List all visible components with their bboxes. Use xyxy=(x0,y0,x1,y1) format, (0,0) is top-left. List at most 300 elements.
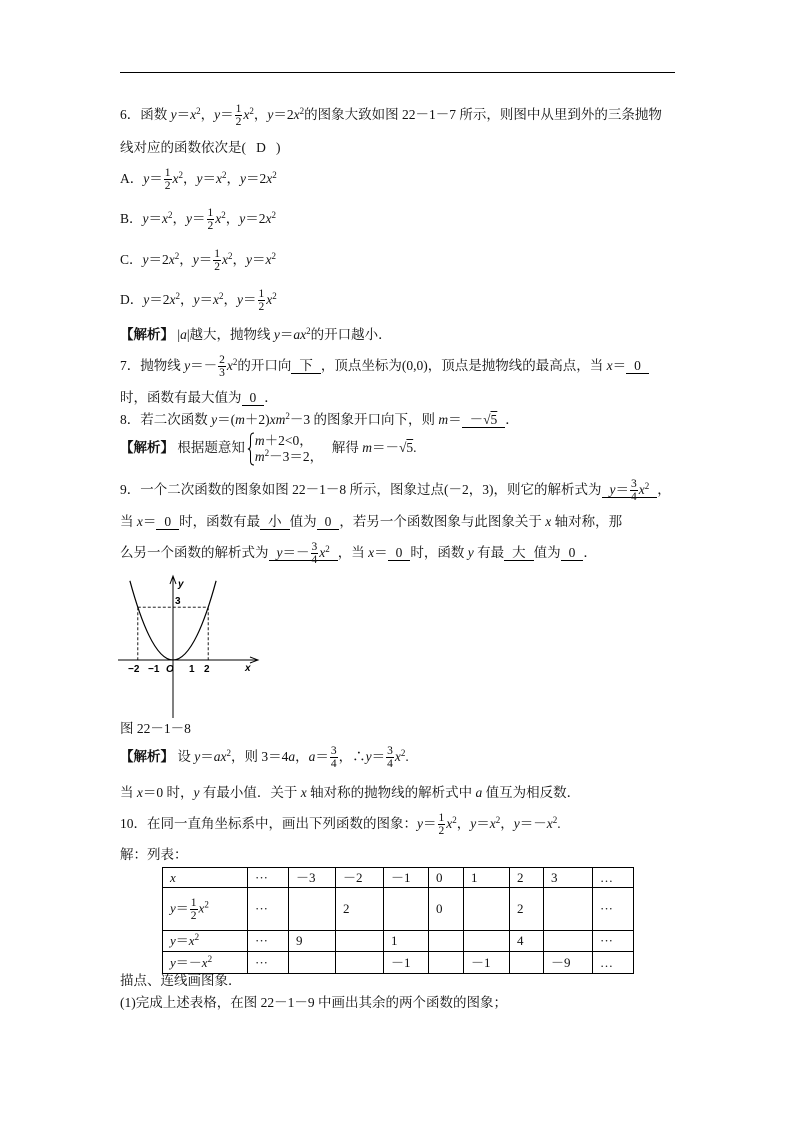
table-cell xyxy=(593,931,634,952)
exponent: 2 xyxy=(644,481,650,491)
text-run: ＝( xyxy=(217,412,236,427)
table-cell xyxy=(336,952,384,974)
text-run: 根据题意知 xyxy=(174,440,245,455)
math-variable: y xyxy=(470,816,477,831)
text-run: 7．抛物线 xyxy=(120,358,185,373)
question-9-line-3 xyxy=(120,539,597,567)
answer-blank xyxy=(242,390,265,406)
text-run: ＝ xyxy=(279,327,294,342)
text-run: 9．一个二次函数的图象如图 22－1－8 所示，图象过点(－2，3)，则它的解析式为 xyxy=(120,482,602,497)
text-run: 1 xyxy=(391,933,398,948)
math-variable: a xyxy=(475,785,483,800)
analysis-tag: 【解析】 xyxy=(120,440,174,455)
math-variable: x xyxy=(293,107,300,122)
table-cell xyxy=(593,952,634,974)
header-rule xyxy=(120,72,675,73)
fraction xyxy=(213,248,221,273)
text-run: －1 xyxy=(471,954,491,970)
x-tick-label: 2 xyxy=(204,664,210,675)
exponent: 2 xyxy=(299,106,305,116)
math-variable: x xyxy=(266,171,273,186)
system-row xyxy=(255,433,323,449)
question-6-stem-line-2 xyxy=(120,134,281,162)
text-run: ··· xyxy=(600,933,613,948)
text-run: 时，函数有最 xyxy=(179,514,261,529)
question-9-line-2 xyxy=(120,508,622,536)
text-run: 时，函数 xyxy=(410,545,468,560)
table-cell xyxy=(248,931,289,952)
exponent: 2 xyxy=(306,326,311,336)
table-row xyxy=(163,888,634,931)
question-10-part-1: (1)完成上述表格，在图 22－1－9 中画出其余的两个函数的图象； xyxy=(120,995,507,1010)
table-cell xyxy=(248,888,289,931)
exponent: 2 xyxy=(194,932,200,942)
math-variable: y xyxy=(170,107,177,122)
text-run: －2 xyxy=(343,869,363,885)
exponent: 2 xyxy=(221,210,226,220)
answer-blank xyxy=(269,541,338,567)
exponent: 2 xyxy=(249,106,254,116)
text-run: … xyxy=(600,869,613,885)
exponent: 2 xyxy=(452,815,457,825)
text-run: . xyxy=(413,440,417,455)
math-variable: y xyxy=(273,327,280,342)
radicand: 5 xyxy=(490,412,498,427)
text-run: 解得 xyxy=(325,440,363,455)
system-rows xyxy=(255,433,323,465)
text-run: 线对应的函数依次是( D ) xyxy=(120,140,281,155)
exponent: 2 xyxy=(178,170,183,180)
y-axis-label: y xyxy=(178,579,184,590)
math-variable: y xyxy=(239,211,246,226)
answer-blank xyxy=(561,545,584,561)
text-run: ＝ xyxy=(252,252,266,267)
math-variable: y xyxy=(467,545,474,560)
math-variable: y xyxy=(246,252,253,267)
text-run: ··· xyxy=(255,901,268,916)
text-run: ， xyxy=(657,482,671,497)
text-run: ， xyxy=(179,252,193,267)
table-cell xyxy=(384,931,429,952)
numerator: 1 xyxy=(164,167,171,180)
question-7-line-1 xyxy=(120,352,649,380)
math-variable: y xyxy=(143,292,150,307)
math-variable: x xyxy=(368,545,375,560)
text-run: －3 的图象开口向下，则 xyxy=(289,412,439,427)
math-variable: y xyxy=(211,412,218,427)
math-variable: y xyxy=(237,292,243,307)
question-8-analysis xyxy=(120,428,417,468)
text-run: ，当 xyxy=(337,545,369,560)
exponent: 2 xyxy=(495,815,501,825)
question-6-analysis xyxy=(120,321,392,349)
text-run: ， xyxy=(180,292,194,307)
math-variable: x xyxy=(265,211,272,226)
text-run: 有最小值．关于 xyxy=(199,785,301,800)
analysis-tag: 【解析】 xyxy=(120,327,174,342)
text-run: ＋2<0， xyxy=(264,432,313,448)
math-variable: y xyxy=(186,211,193,226)
text-run: ． xyxy=(505,412,519,427)
text-run: 的图象大致如图 22－1－7 所示，则图中从里到外的三条抛物 xyxy=(304,107,662,122)
table-cell xyxy=(593,868,634,888)
table-cell xyxy=(510,931,544,952)
exponent: 2 xyxy=(271,251,277,261)
text-run: ， xyxy=(232,252,247,267)
math-variable: y xyxy=(170,933,176,948)
table-cell xyxy=(544,868,593,888)
text-run: 10．在同一直角坐标系中，画出下列函数的图象： xyxy=(120,816,417,831)
denominator: 4 xyxy=(631,491,637,504)
text-run: 9 xyxy=(296,933,303,948)
x-axis-label: x xyxy=(245,663,251,674)
table-cell xyxy=(593,888,634,931)
math-variable: m xyxy=(254,448,265,464)
math-variable: x xyxy=(545,514,552,529)
option-a xyxy=(120,165,277,193)
exponent: 2 xyxy=(232,357,238,367)
text-run: ， xyxy=(226,171,240,186)
text-run: ， xyxy=(200,107,215,122)
math-variable: x xyxy=(243,107,250,122)
text-run: 的开口越小． xyxy=(310,327,392,342)
text-run: 2 xyxy=(517,901,524,916)
text-run: ＝2 xyxy=(246,171,267,186)
x-tick-label: 1 xyxy=(189,664,195,675)
fraction xyxy=(438,812,446,837)
denominator: 2 xyxy=(214,261,221,274)
math-variable: x xyxy=(265,252,272,267)
numerator: 3 xyxy=(311,541,318,554)
math-variable: x xyxy=(136,785,143,800)
answer-blank xyxy=(156,514,179,530)
text-run: ＝ xyxy=(175,933,189,948)
table-cell xyxy=(336,888,384,931)
text-run: 0 xyxy=(436,901,443,916)
text-run: 0 xyxy=(568,545,576,560)
denominator: 4 xyxy=(311,554,318,567)
math-variable: y xyxy=(513,816,520,831)
solution-label: 解：列表： xyxy=(120,847,188,862)
table-row xyxy=(163,868,634,888)
table-cell xyxy=(464,888,510,931)
text-run: ＝－√ xyxy=(372,440,407,455)
text-run: 0 xyxy=(249,390,257,405)
text-run: ＝ xyxy=(374,545,388,560)
option-d xyxy=(120,286,277,314)
text-run: ＋2) xyxy=(244,412,270,427)
answer-blank xyxy=(626,358,649,374)
math-variable: m xyxy=(362,440,372,455)
table-cell xyxy=(429,931,464,952)
numerator: 1 xyxy=(190,896,197,909)
table-cell xyxy=(289,888,336,931)
table-cell xyxy=(464,952,510,974)
denominator: 2 xyxy=(164,180,171,193)
math-variable: x xyxy=(216,171,222,186)
text-run: 4 xyxy=(517,933,524,948)
denominator: 2 xyxy=(235,116,242,129)
text-run: ＝ xyxy=(476,816,490,831)
table-cell xyxy=(429,888,464,931)
fraction xyxy=(218,354,226,379)
numerator: 3 xyxy=(387,745,393,758)
exponent: 2 xyxy=(175,291,180,301)
text-run: ··· xyxy=(255,869,268,885)
table-cell xyxy=(510,868,544,888)
table-cell xyxy=(510,888,544,931)
text-run: 1 xyxy=(471,869,478,885)
value-table-body xyxy=(163,868,634,974)
table-cell xyxy=(336,931,384,952)
math-variable: m xyxy=(235,412,245,427)
numerator: 2 xyxy=(219,354,225,367)
text-run: ， xyxy=(172,211,187,226)
table-cell xyxy=(248,952,289,974)
answer-blank xyxy=(504,545,534,561)
fraction xyxy=(386,745,394,770)
math-variable: y xyxy=(193,785,200,800)
text-run: ， xyxy=(225,211,240,226)
text-run: B． xyxy=(120,211,143,226)
math-variable: x xyxy=(226,358,233,373)
x-tick-label: −1 xyxy=(148,664,160,675)
table-cell xyxy=(289,952,336,974)
math-variable: y xyxy=(170,899,176,915)
text-run: 时，函数有最大值为 xyxy=(120,390,242,405)
table-cell xyxy=(289,931,336,952)
math-variable: y xyxy=(267,107,274,122)
exponent: 2 xyxy=(207,953,213,964)
text-run: ＝－ xyxy=(190,358,218,373)
math-variable: x xyxy=(266,292,273,307)
after-table-text: 描点、连线画图象． xyxy=(120,973,242,988)
table-cell xyxy=(384,888,429,931)
table-cell xyxy=(544,931,593,952)
math-variable: y xyxy=(609,482,616,497)
text-run: ··· xyxy=(255,933,268,948)
numerator: 1 xyxy=(214,248,221,261)
fraction xyxy=(235,103,243,128)
numerator: 1 xyxy=(207,207,214,220)
text-run: 小 xyxy=(268,514,282,529)
denominator: 2 xyxy=(207,220,214,233)
exponent: 2 xyxy=(196,106,201,116)
math-variable: y xyxy=(170,954,176,970)
exponent: 2 xyxy=(222,170,227,180)
table-cell xyxy=(510,952,544,974)
math-variable: x xyxy=(201,954,208,970)
parabola-figure xyxy=(115,572,265,722)
table-cell xyxy=(163,931,248,952)
exponent: 2 xyxy=(285,411,290,421)
math-variable: x xyxy=(489,816,496,831)
table-row xyxy=(163,931,634,952)
fraction xyxy=(330,745,338,770)
text-run: ＝ xyxy=(200,749,214,764)
text-run: 轴对称的抛物线的解析式中 xyxy=(306,785,476,800)
text-run: 2 xyxy=(517,869,524,885)
text-run: ． xyxy=(583,545,597,560)
text-run: ＝－ xyxy=(519,816,547,831)
text-run: 0 xyxy=(436,869,443,885)
math-variable: y xyxy=(365,749,372,764)
figure-caption: 图 22－1－8 xyxy=(120,721,191,736)
text-run: ··· xyxy=(600,901,613,916)
text-run: －9 xyxy=(551,954,571,970)
text-run: 设 xyxy=(174,749,195,764)
text-run: ， xyxy=(500,816,514,831)
text-run: 8．若二次函数 xyxy=(120,412,212,427)
text-run: ， xyxy=(456,816,471,831)
answer-blank xyxy=(462,412,506,428)
text-run: ＝ xyxy=(202,171,216,186)
fraction xyxy=(190,897,198,922)
table-cell xyxy=(429,868,464,888)
text-run: ··· xyxy=(255,954,268,970)
math-variable: x xyxy=(222,252,229,267)
fraction xyxy=(630,478,638,503)
denominator: 2 xyxy=(438,825,445,838)
text-run: 0 xyxy=(324,514,332,529)
text-run: ＝ xyxy=(615,482,629,497)
math-variable: y xyxy=(192,252,199,267)
equation-system xyxy=(247,432,323,466)
option-c xyxy=(120,246,276,274)
system-row xyxy=(255,449,323,465)
math-variable: ax xyxy=(293,327,307,342)
math-variable: x xyxy=(546,816,553,831)
numerator: 3 xyxy=(330,745,337,758)
exponent: 2 xyxy=(552,815,558,825)
table-cell xyxy=(464,931,510,952)
table-cell xyxy=(544,952,593,974)
text-run: ， xyxy=(223,292,237,307)
text-run: ，顶点坐标为(0,0)，顶点是抛物线的最高点，当 xyxy=(320,358,607,373)
math-variable: xm xyxy=(269,412,286,427)
text-run: ＝2 xyxy=(148,252,169,267)
math-variable: x xyxy=(168,252,175,267)
exponent: 2 xyxy=(400,748,406,758)
text-run: ， xyxy=(295,749,309,764)
math-variable: y xyxy=(193,292,200,307)
text-run: ＝ xyxy=(423,816,437,831)
math-variable: x xyxy=(188,933,195,948)
text-run: ＝0 时， xyxy=(142,785,194,800)
text-run: ＝ xyxy=(198,252,213,267)
analysis-tag: 【解析】 xyxy=(120,749,174,764)
math-variable: x xyxy=(446,816,453,831)
denominator: 3 xyxy=(219,367,225,380)
text-run: 当 xyxy=(120,514,137,529)
math-variable: y xyxy=(194,749,201,764)
text-run: 大 xyxy=(512,545,526,560)
text-run: 值为 xyxy=(533,545,561,560)
text-run: ＝－ xyxy=(282,545,310,560)
exponent: 2 xyxy=(272,170,277,180)
text-run: ＝ xyxy=(315,749,329,764)
text-run: D． xyxy=(120,292,144,307)
math-variable: a xyxy=(308,749,316,764)
math-variable: x xyxy=(172,171,179,186)
y-tick-label: 3 xyxy=(175,596,181,607)
math-variable: y xyxy=(417,816,423,831)
text-run: 么另一个函数的解析式为 xyxy=(120,545,269,560)
numerator: 1 xyxy=(258,288,265,301)
text-run: 3 xyxy=(551,869,558,885)
text-run: 下 xyxy=(299,358,313,373)
denominator: 2 xyxy=(190,909,197,922)
exponent: 2 xyxy=(272,291,277,301)
text-run: 当 xyxy=(120,785,137,800)
fraction xyxy=(207,207,215,232)
text-run: －3＝2， xyxy=(269,448,324,464)
value-table xyxy=(162,867,634,974)
radicand: 5 xyxy=(406,440,414,455)
math-variable: a xyxy=(288,749,296,764)
brace-icon xyxy=(247,432,255,466)
answer-blank xyxy=(291,358,321,374)
option-b xyxy=(120,205,276,233)
exponent: 2 xyxy=(204,898,209,909)
math-variable: y xyxy=(276,545,283,560)
text-run: ＝ xyxy=(148,211,163,226)
text-run: ＝ xyxy=(149,171,163,186)
question-9-line-1 xyxy=(120,476,671,504)
text-run: ，∴ xyxy=(338,749,366,764)
fraction xyxy=(258,288,266,313)
table-cell xyxy=(163,888,248,931)
text-run: 值为 xyxy=(289,514,317,529)
text-run: 2 xyxy=(343,901,350,916)
numerator: 3 xyxy=(631,478,637,491)
table-cell xyxy=(544,888,593,931)
fraction xyxy=(164,167,172,192)
math-variable: x xyxy=(606,358,613,373)
math-variable: y xyxy=(240,171,246,186)
text-run: ＝ xyxy=(371,749,386,764)
question-9-analysis-line-1 xyxy=(120,743,409,771)
math-variable: x xyxy=(170,869,176,885)
math-variable: x xyxy=(215,211,222,226)
text-run: 6．函数 xyxy=(120,107,171,122)
exponent: 2 xyxy=(228,251,233,261)
answer-blank xyxy=(602,478,658,504)
math-variable: x xyxy=(319,545,326,560)
math-variable: y xyxy=(196,171,203,186)
text-run: |越大，抛物线 xyxy=(186,327,274,342)
origin-label: O xyxy=(166,664,174,675)
exponent: 2 xyxy=(219,291,224,301)
text-run: ＝ xyxy=(176,107,191,122)
table-cell xyxy=(163,868,248,888)
math-variable: x xyxy=(136,514,143,529)
text-run: | xyxy=(174,327,181,342)
denominator: 4 xyxy=(387,758,393,771)
question-6-stem-line-1 xyxy=(120,101,662,129)
table-cell xyxy=(384,868,429,888)
text-run: ＝－ xyxy=(175,954,202,970)
fraction xyxy=(311,541,319,566)
table-cell xyxy=(384,952,429,974)
text-run: 0 xyxy=(634,358,641,373)
math-variable: x xyxy=(169,292,176,307)
text-run: ， xyxy=(253,107,268,122)
text-run: . xyxy=(405,749,409,764)
text-run: C． xyxy=(120,252,143,267)
text-run: A． xyxy=(120,171,144,186)
math-variable: y xyxy=(184,358,191,373)
